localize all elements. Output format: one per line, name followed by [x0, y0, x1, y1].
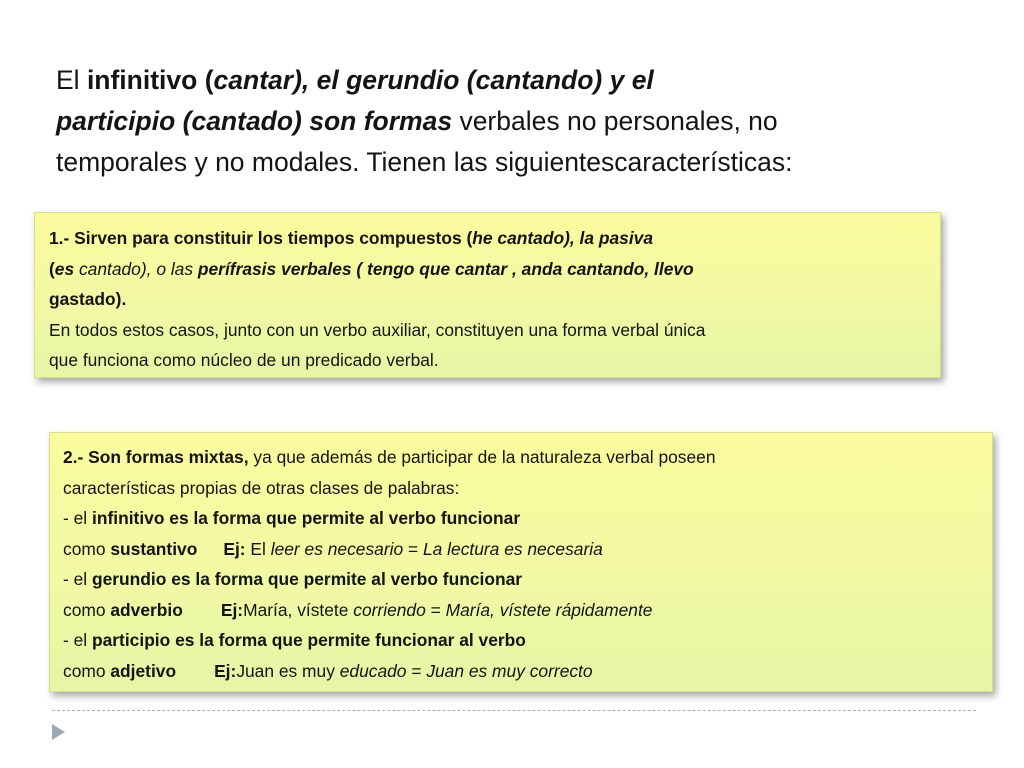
title-line-2: participio (cantado) son formas verbales no personales, no: [56, 106, 778, 136]
point-2-line: como sustantivo Ej: El leer es necesario = La lectura es necesaria: [63, 538, 603, 559]
point-2-line: 2.- Son formas mixtas, ya que además de participar de la naturaleza verbal poseen: [63, 447, 716, 467]
point-1-box: [34, 212, 941, 378]
point-2-line: - el gerundio es la forma que permite al verbo funcionar: [63, 569, 523, 589]
point-2-box: [49, 432, 993, 692]
point-2-line: como adverbio Ej:María, vístete corriendo = María, vístete rápidamente: [63, 599, 653, 620]
point-1-line: gastado).: [49, 289, 127, 309]
point-1-line: que funciona como núcleo de un predicado verbal.: [49, 350, 439, 370]
title-line-1: El infinitivo (cantar), el gerundio (cantando) y el: [56, 65, 654, 95]
slide-title: [56, 60, 956, 183]
point-1-line: (es cantado), o las perífrasis verbales ( tengo que cantar , anda cantando, llevo: [49, 258, 694, 279]
point-1-line: 1.- Sirven para constituir los tiempos compuestos (he cantado), la pasiva: [49, 228, 654, 248]
point-2-line: como adjetivo Ej:Juan es muy educado = Juan es muy correcto: [63, 660, 593, 681]
point-2-line: características propias de otras clases de palabras:: [63, 477, 460, 498]
title-line-3: temporales y no modales. Tienen las siguientescaracterísticas:: [56, 147, 793, 177]
point-2-line: - el infinitivo es la forma que permite al verbo funcionar: [63, 508, 521, 528]
point-1-line: En todos estos casos, junto con un verbo auxiliar, constituyen una forma verbal única: [49, 319, 706, 340]
point-2-line: - el participio es la forma que permite funcionar al verbo: [63, 630, 526, 650]
triangle-right-icon[interactable]: [52, 724, 65, 740]
footer-divider: [52, 710, 976, 711]
